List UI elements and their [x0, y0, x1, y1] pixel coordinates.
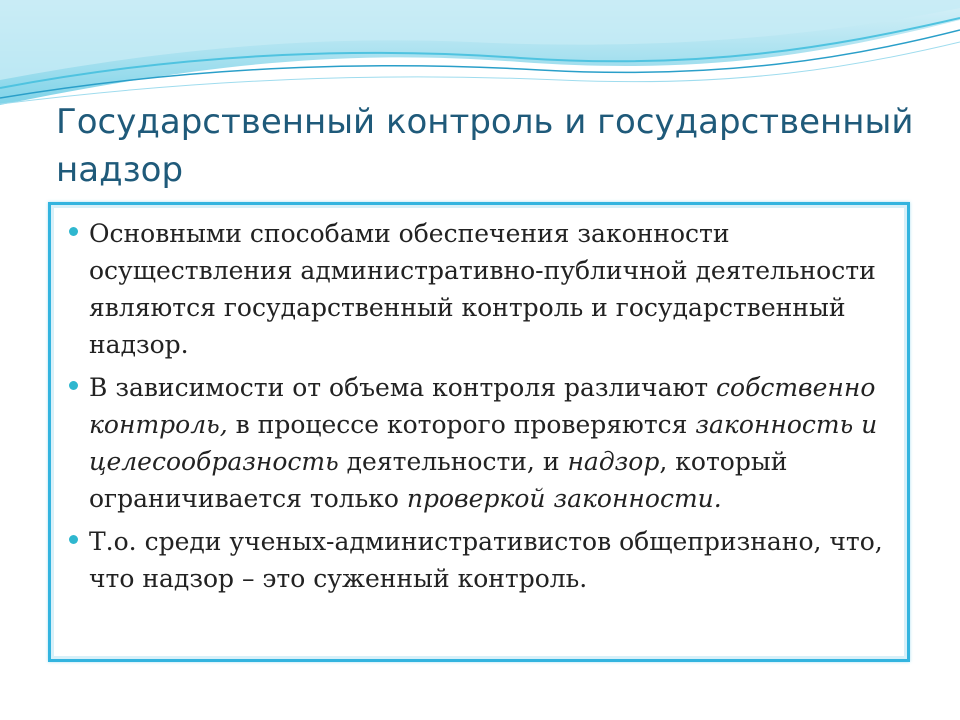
slide-title: Государственный контроль и государственный надзор — [56, 102, 914, 190]
bullet-item — [69, 215, 883, 363]
bullet-dot-icon — [69, 227, 78, 236]
bullet-text: в процессе которого проверяются — [227, 410, 696, 439]
emphasis-text: собственно контроль, — [89, 373, 876, 439]
bullet-item — [69, 523, 883, 597]
bullet-dot-icon — [69, 381, 78, 390]
content-box — [48, 202, 910, 662]
bullet-text: деятельности, и — [338, 447, 568, 476]
bullet-list — [51, 205, 907, 597]
bullet-dot-icon — [69, 535, 78, 544]
bullet-text: Основными способами обеспечения законности осуществления административно-публичной деятельности являются государственный контроль и государственный надзор. — [89, 219, 876, 359]
emphasis-text: проверкой законности. — [406, 484, 722, 513]
bullet-text: Т.о. среди ученых-административистов общепризнано, что, что надзор – это суженный контроль. — [89, 527, 883, 593]
emphasis-text: надзор — [567, 447, 660, 476]
emphasis-text: законность и целесообразность — [89, 410, 878, 476]
bullet-item — [69, 369, 883, 517]
bullet-text: В зависимости от объема контроля различают — [89, 373, 717, 402]
bullet-text: , который ограничивается только — [89, 447, 788, 513]
decorative-wave-header — [0, 0, 960, 110]
